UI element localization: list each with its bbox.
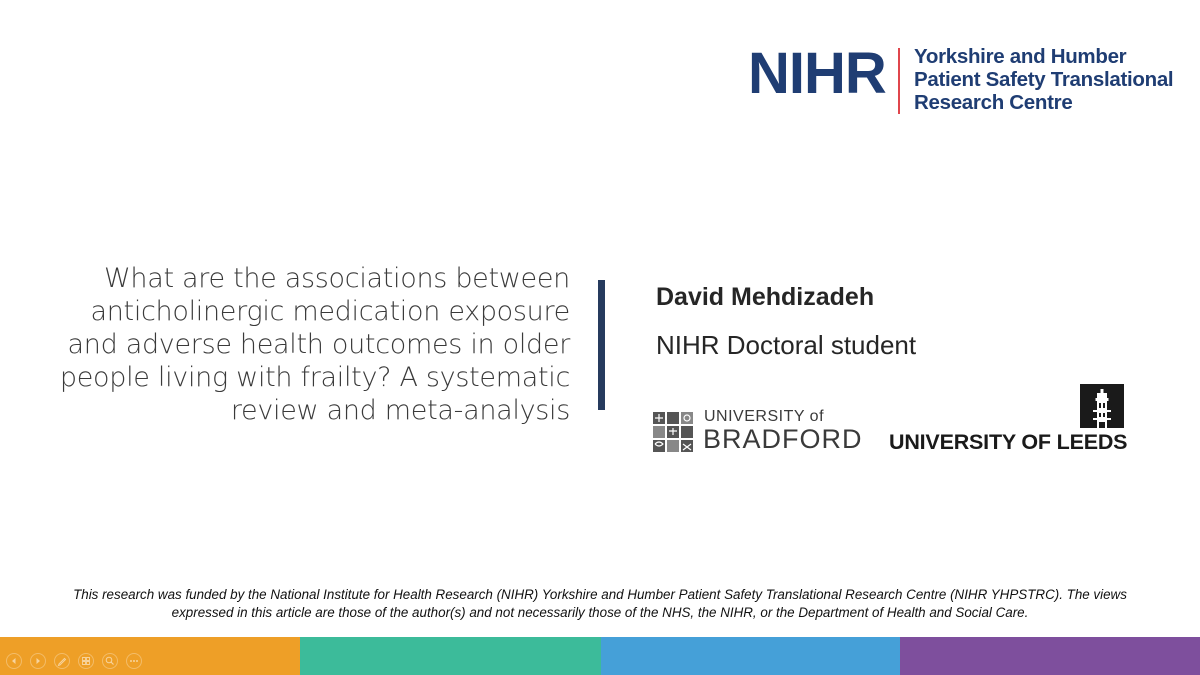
pen-button[interactable] <box>54 653 70 669</box>
leeds-tower-icon <box>1080 384 1124 428</box>
university-of-bradford-logo <box>652 408 867 456</box>
pen-icon <box>55 654 69 668</box>
zoom-icon <box>103 654 117 668</box>
nihr-centre-line: Research Centre <box>914 91 1073 114</box>
bradford-crest-icon <box>652 411 694 453</box>
zoom-button[interactable] <box>102 653 118 669</box>
previous-slide-icon <box>7 654 21 668</box>
vertical-divider <box>598 280 605 410</box>
nihr-logo-divider <box>898 48 900 114</box>
title-line: people living with frailty? A systematic <box>59 362 570 393</box>
nihr-wordmark: NIHR <box>748 41 886 106</box>
disclaimer-line: expressed in this article are those of the author(s) and not necessarily those of the NHS, the NIHR, or the Department of Health and Social Care. <box>171 605 1029 620</box>
title-line: review and meta-analysis <box>230 395 570 426</box>
disclaimer-line: This research was funded by the National Institute for Health Research (NIHR) Yorkshire and Humber Patient Safety Translational Research Centre (NIHR YHPSTRC). The views <box>73 587 1127 602</box>
colour-bar-blue <box>601 637 900 675</box>
bradford-logo-line2: BRADFORD <box>703 424 863 454</box>
colour-bar-orange <box>0 637 300 675</box>
more-options-icon <box>127 654 141 668</box>
author-role: NIHR Doctoral student <box>656 330 917 360</box>
university-of-leeds-wordmark: UNIVERSITY OF LEEDS <box>889 430 1128 454</box>
bradford-logo-line1: UNIVERSITY of <box>704 408 825 425</box>
footer-colour-bar <box>0 637 1200 675</box>
more-options-button[interactable] <box>126 653 142 669</box>
nihr-centre-line: Yorkshire and Humber <box>914 45 1127 68</box>
funding-disclaimer <box>20 586 1180 622</box>
next-slide-icon <box>31 654 45 668</box>
nihr-centre-line: Patient Safety Translational <box>914 68 1174 91</box>
nihr-centre-name <box>914 45 1173 114</box>
nihr-logo <box>748 41 1188 124</box>
colour-bar-green <box>300 637 601 675</box>
previous-slide-button[interactable] <box>6 653 22 669</box>
slides-grid-icon <box>79 654 93 668</box>
author-name: David Mehdizadeh <box>656 283 875 311</box>
presentation-title <box>0 262 570 427</box>
see-all-slides-button[interactable] <box>78 653 94 669</box>
next-slide-button[interactable] <box>30 653 46 669</box>
title-line: What are the associations between <box>104 263 570 294</box>
title-line: anticholinergic medication exposure <box>90 296 570 327</box>
title-line: and adverse health outcomes in older <box>67 329 570 360</box>
colour-bar-purple <box>900 637 1200 675</box>
